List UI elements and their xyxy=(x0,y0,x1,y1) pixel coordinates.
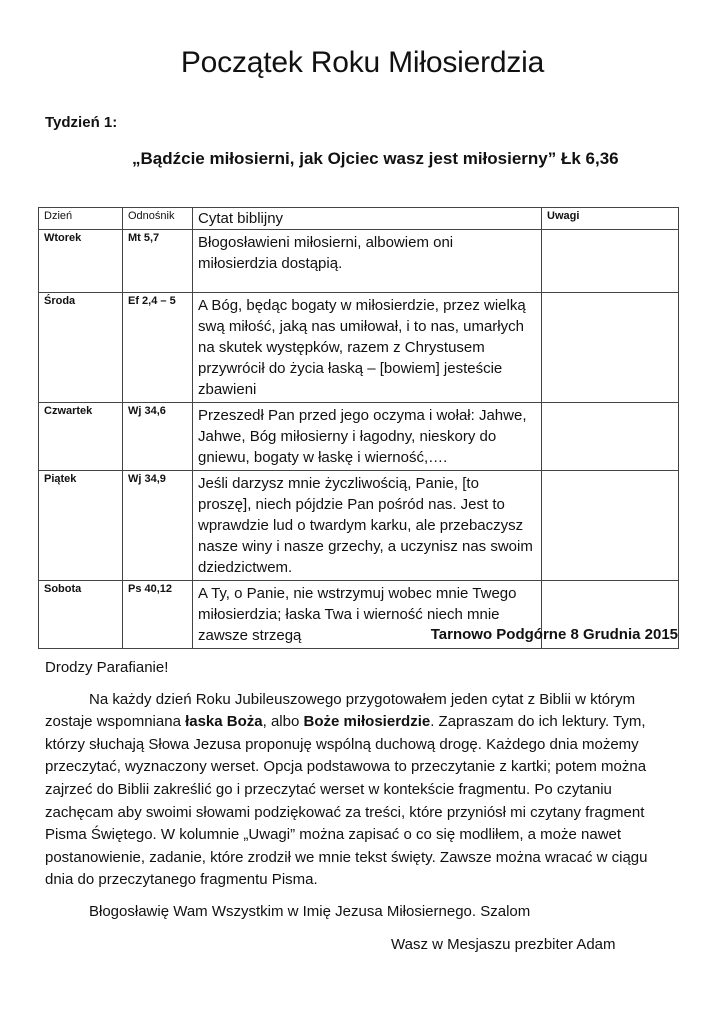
paragraph-text: Na każdy dzień Roku Jubileuszowego przygotowałem jeden cytat z Biblii w którym zostaje wspomniana xyxy=(45,690,636,731)
header-quote: Cytat biblijny xyxy=(193,208,542,230)
row-notes[interactable] xyxy=(542,230,679,293)
row-notes[interactable] xyxy=(542,471,679,581)
row-reference: Ps 40,12 xyxy=(123,581,193,649)
row-day: Środa xyxy=(39,293,123,403)
week-label: Tydzień 1: xyxy=(45,114,118,131)
motto-quote: „Bądźcie miłosierni, jak Ojciec wasz jest miłosierny” Łk 6,36 xyxy=(132,149,619,168)
row-quote: A Ty, o Panie, nie wstrzymuj wobec mnie Twego miłosierdzia; łaska Twa i wierność niech mnie zawsze strzegą xyxy=(193,581,542,649)
row-notes[interactable] xyxy=(542,403,679,471)
row-day: Czwartek xyxy=(39,403,123,471)
row-reference: Mt 5,7 xyxy=(123,230,193,293)
row-quote: Przeszedł Pan przed jego oczyma i wołał: Jahwe, Jahwe, Bóg miłosierny i łagodny, nieskory do gniewu, bogaty w łaskę i wierność,…. xyxy=(193,403,542,471)
paragraph-text: . Zapraszam do ich lektury. Tym, którzy słuchają Słowa Jezusa proponuję wspólną duchową drogę. Każdego dnia możemy przeczytać, wyznaczony werset. Opcja podstawowa to przeczytanie z kartki; potem można zajrzeć do Biblii zakreślić go i przeczytać werset w kontekście fragmentu. Po czytaniu zachęcam aby swoimi słowami podziękować za treści, które przyniósł mi czytany fragment Pisma Świętego. W kolumnie „Uwagi” można zapisać o co się modliłem, a może nawet postanowienie, zadanie, które zrodził we mnie tekst święty. Zawsze można wracać w ciągu dnia do przeczytanego fragmentu Pisma. xyxy=(45,713,648,889)
letter-blessing: Błogosławię Wam Wszystkim w Imię Jezusa Miłosiernego. Szalom xyxy=(89,902,531,920)
page-title: Początek Roku Miłosierdzia xyxy=(180,46,545,79)
row-reference: Ef 2,4 – 5 xyxy=(123,293,193,403)
row-reference: Wj 34,9 xyxy=(123,471,193,581)
row-reference: Wj 34,6 xyxy=(123,403,193,471)
table-header-row xyxy=(39,208,679,230)
table-row xyxy=(39,403,679,471)
place-and-date: Tarnowo Podgórne 8 Grudnia 2015 xyxy=(430,626,678,643)
letter-signature: Wasz w Mesjaszu prezbiter Adam xyxy=(391,936,616,953)
letter-greeting: Drodzy Parafianie! xyxy=(45,659,169,676)
readings-table xyxy=(38,207,679,649)
table-row xyxy=(39,230,679,293)
row-day: Piątek xyxy=(39,471,123,581)
row-quote: A Bóg, będąc bogaty w miłosierdzie, przez wielką swą miłość, jaką nas umiłował, i to nas, umarłych na skutek występków, razem z Chrystusem przywrócił do życia łaską – [bowiem] jesteście zbawieni xyxy=(193,293,542,403)
header-reference: Odnośnik xyxy=(123,208,193,230)
letter-body xyxy=(45,657,677,924)
table-row xyxy=(39,471,679,581)
row-day: Wtorek xyxy=(39,230,123,293)
emphasis-grace: łaska Boża xyxy=(185,713,263,731)
table-row xyxy=(39,293,679,403)
row-day: Sobota xyxy=(39,581,123,649)
letter-paragraph xyxy=(45,689,677,892)
header-day: Dzień xyxy=(39,208,123,230)
header-notes: Uwagi xyxy=(542,208,679,230)
row-notes[interactable] xyxy=(542,293,679,403)
row-quote: Jeśli darzysz mnie życzliwością, Panie, [to proszę], niech pójdzie Pan pośród nas. Jest to wprawdzie lud o twardym karku, ale przebaczysz nasze winy i nasze grzechy, a uczynisz nas swoim dziedzictwem. xyxy=(193,471,542,581)
row-quote: Błogosławieni miłosierni, albowiem oni miłosierdzia dostąpią. xyxy=(193,230,542,293)
paragraph-text: , albo xyxy=(262,713,304,731)
emphasis-mercy: Boże miłosierdzie xyxy=(303,713,431,731)
